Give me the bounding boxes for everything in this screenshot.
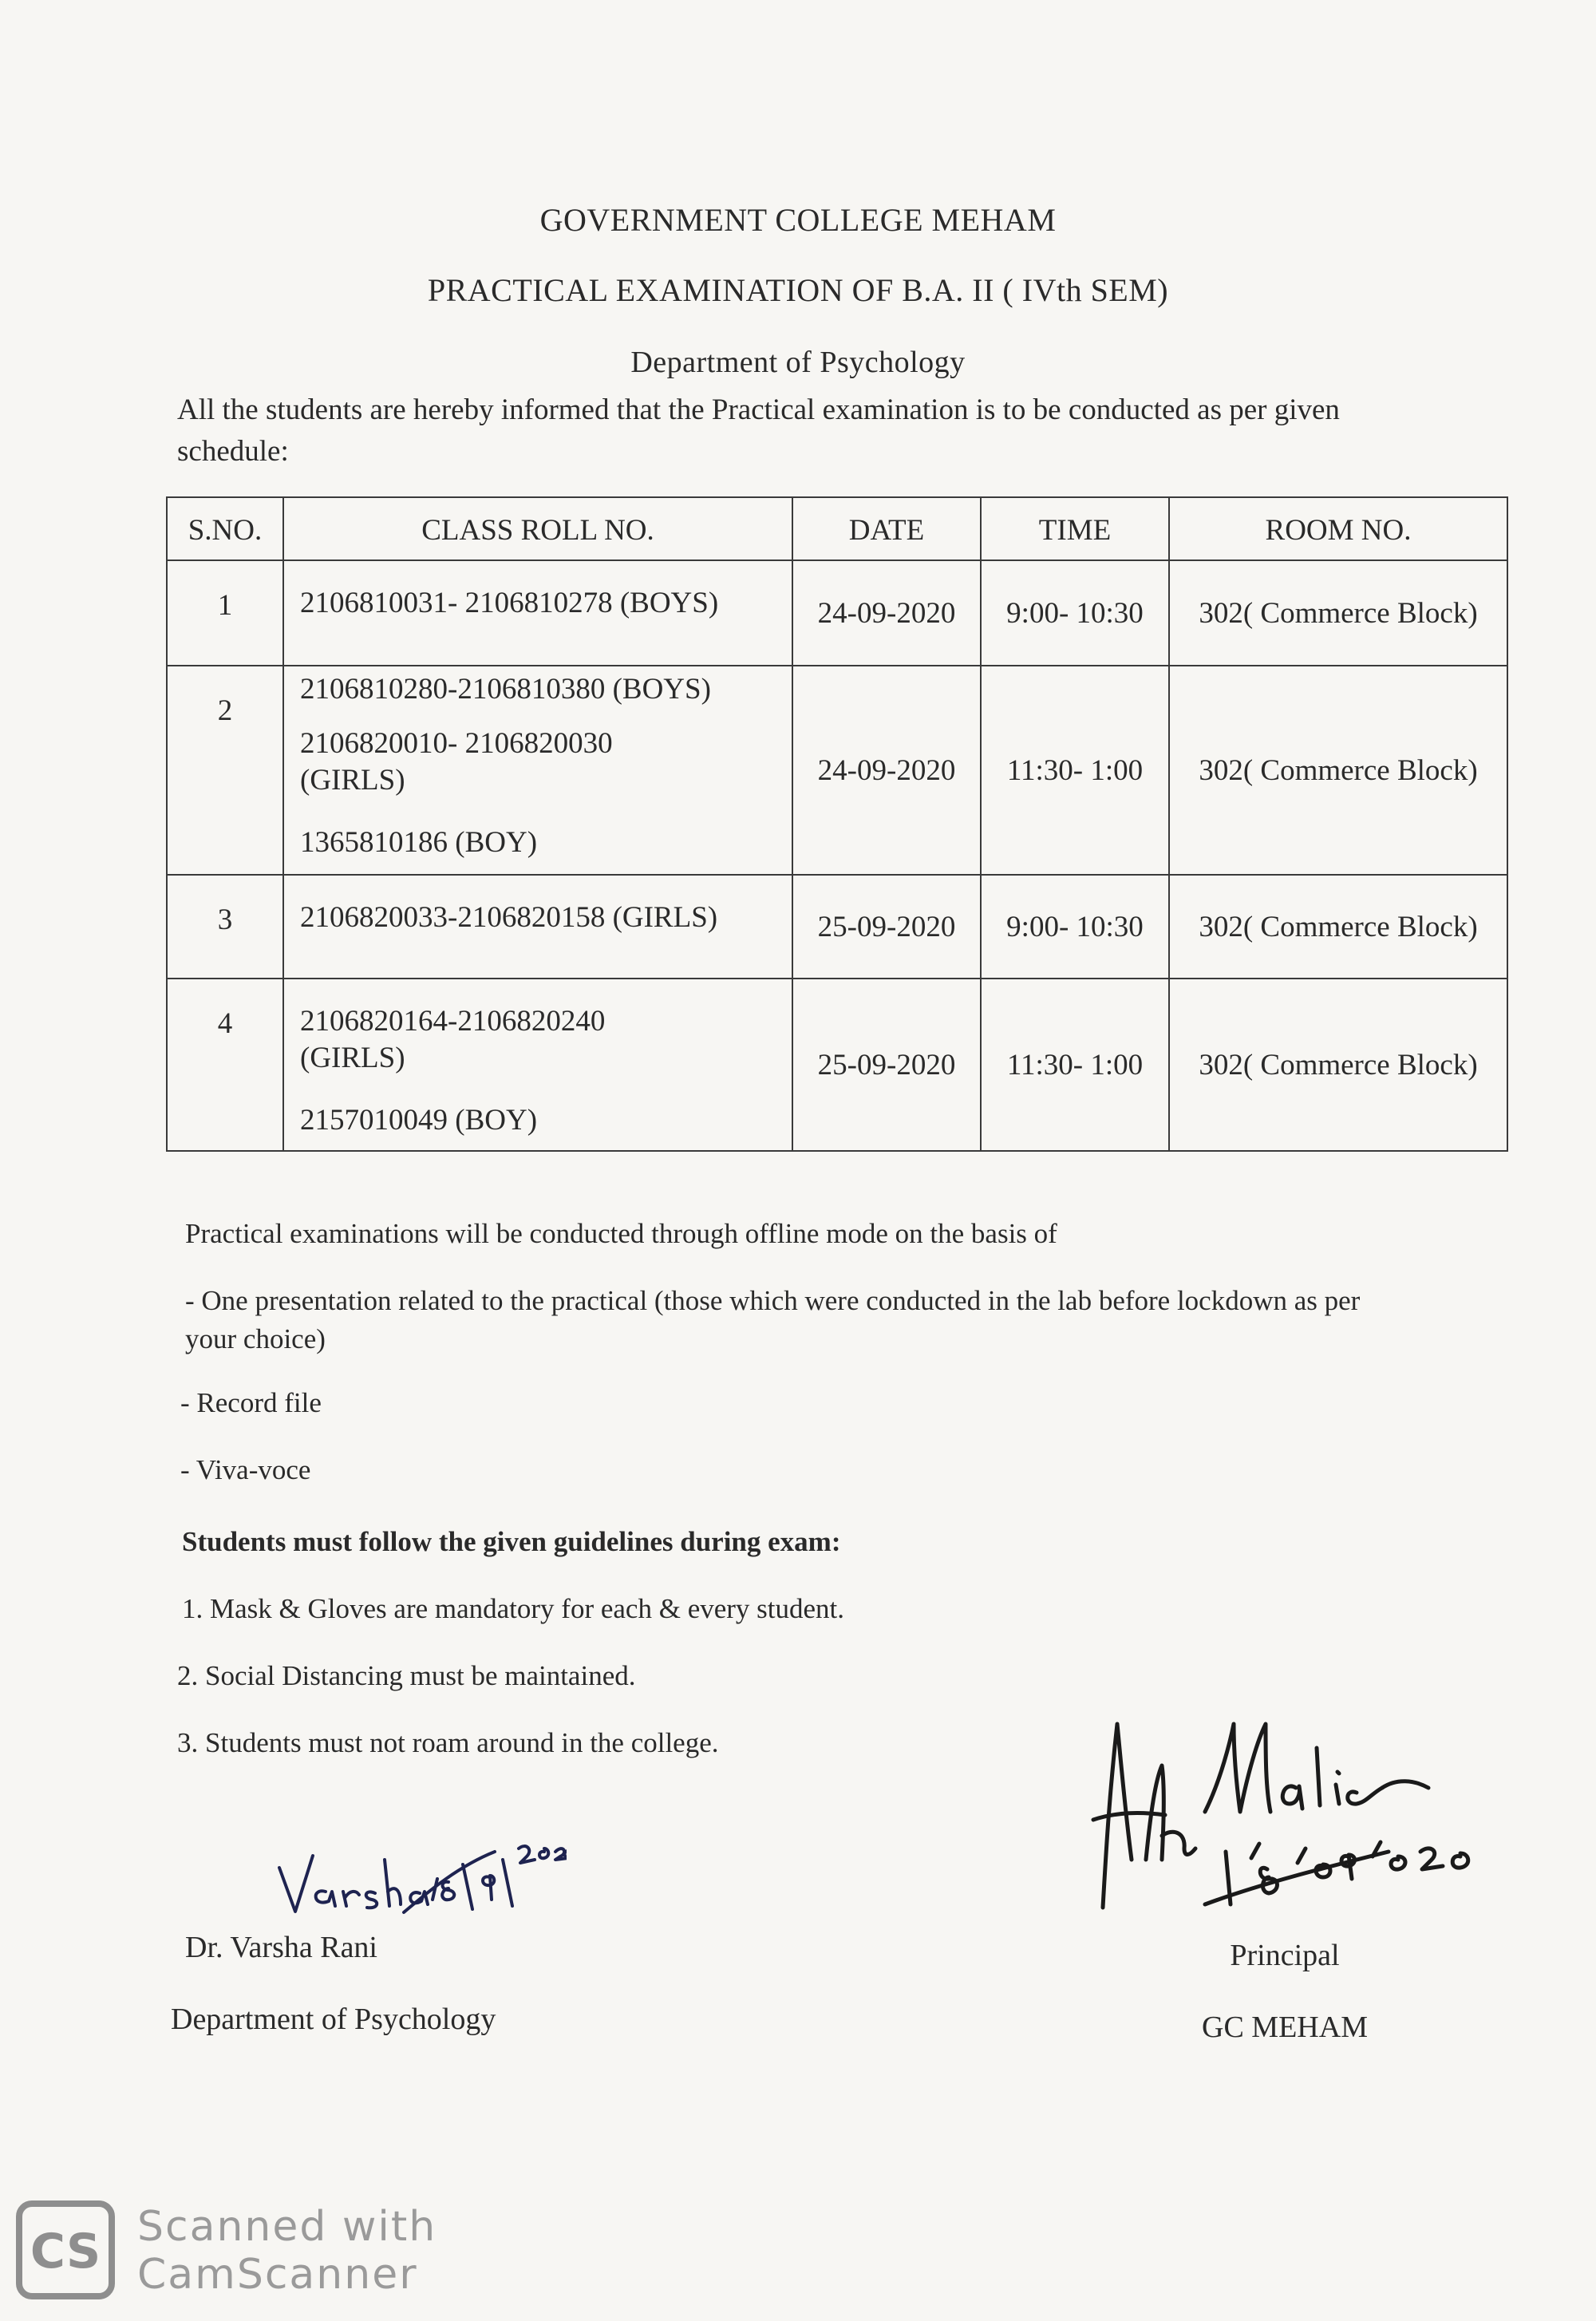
header-room: ROOM NO. <box>1169 497 1507 560</box>
cell-date: 24-09-2020 <box>792 560 981 666</box>
mode-item-presentation: - One presentation related to the practical (those which were conducted in the lab before lockdown as per your choice) <box>185 1285 1361 1354</box>
cell-date: 25-09-2020 <box>792 875 981 979</box>
principal-org: GC MEHAM <box>1202 2011 1368 2044</box>
cell-room: 302( Commerce Block) <box>1169 666 1507 875</box>
roll-range: 2106810280-2106810380 (BOYS) <box>300 673 711 706</box>
camscanner-logo <box>14 2199 117 2301</box>
guideline-item: 3. Students must not roam around in the college. <box>177 1727 719 1758</box>
exam-title: PRACTICAL EXAMINATION OF B.A. II ( IVth SEM) <box>427 272 1169 308</box>
cell-sno: 3 <box>167 875 283 979</box>
cell-time: 11:30- 1:00 <box>981 979 1169 1151</box>
mode-intro: Practical examinations will be conducted through offline mode on the basis of <box>185 1218 1057 1249</box>
cell-roll <box>283 979 792 1151</box>
cell-time: 11:30- 1:00 <box>981 666 1169 875</box>
signatory-name: Dr. Varsha Rani <box>185 1931 377 1964</box>
cell-time: 9:00- 10:30 <box>981 560 1169 666</box>
camscanner-line1: Scanned with <box>137 2203 437 2251</box>
header-date: DATE <box>792 497 981 560</box>
header-time: TIME <box>981 497 1169 560</box>
table-row <box>167 560 1507 666</box>
cell-room: 302( Commerce Block) <box>1169 560 1507 666</box>
table-row <box>167 875 1507 979</box>
cell-date: 25-09-2020 <box>792 979 981 1151</box>
cell-room: 302( Commerce Block) <box>1169 875 1507 979</box>
roll-range: 2106820033-2106820158 (GIRLS) <box>300 901 718 934</box>
cell-roll <box>283 666 792 875</box>
table-header-row <box>167 497 1507 560</box>
signature-varsha <box>263 1812 567 1924</box>
cell-roll <box>283 560 792 666</box>
roll-category: (GIRLS) <box>300 764 405 797</box>
mode-item-viva: - Viva-voce <box>180 1454 311 1485</box>
cell-time: 9:00- 10:30 <box>981 875 1169 979</box>
mode-item-record: - Record file <box>180 1387 322 1418</box>
table-row <box>167 979 1507 1151</box>
cell-sno: 4 <box>167 979 283 1151</box>
roll-category: (GIRLS) <box>300 1042 405 1074</box>
guideline-item: 1. Mask & Gloves are mandatory for each & every student. <box>182 1593 845 1624</box>
guidelines-title: Students must follow the given guidelines during exam: <box>182 1526 841 1557</box>
schedule-table <box>166 496 1508 1152</box>
cell-room: 302( Commerce Block) <box>1169 979 1507 1151</box>
roll-range: 2106820164-2106820240 <box>300 1005 606 1038</box>
roll-range: 2106810031- 2106810278 (BOYS) <box>300 587 719 619</box>
cell-sno: 2 <box>167 666 283 875</box>
department-title: Department of Psychology <box>630 346 966 379</box>
header-roll: CLASS ROLL NO. <box>283 497 792 560</box>
signatory-department: Department of Psychology <box>171 2003 496 2036</box>
guideline-item: 2. Social Distancing must be maintained. <box>177 1660 636 1691</box>
cell-roll <box>283 875 792 979</box>
signature-principal <box>1085 1692 1516 1916</box>
roll-single: 2157010049 (BOY) <box>300 1104 538 1137</box>
camscanner-line2: CamScanner <box>137 2251 418 2299</box>
intro-paragraph: All the students are hereby informed that the Practical examination is to be conducted as per given schedule: <box>177 393 1340 468</box>
principal-title: Principal <box>1230 1939 1340 1972</box>
college-title: GOVERNMENT COLLEGE MEHAM <box>539 202 1057 238</box>
cell-date: 24-09-2020 <box>792 666 981 875</box>
cell-sno: 1 <box>167 560 283 666</box>
roll-single: 1365810186 (BOY) <box>300 826 538 859</box>
header-sno: S.NO. <box>167 497 283 560</box>
svg-text:CS: CS <box>30 2224 101 2279</box>
table-row <box>167 666 1507 875</box>
roll-range: 2106820010- 2106820030 <box>300 727 613 760</box>
camscanner-text <box>137 2203 437 2299</box>
